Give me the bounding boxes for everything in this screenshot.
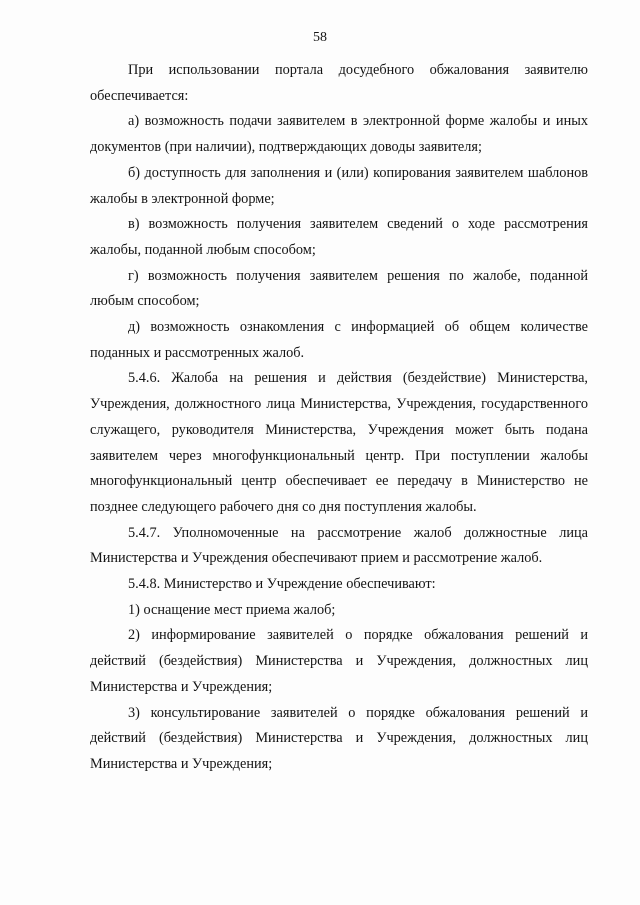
paragraph-item-3: 3) консультирование заявителей о порядке обжалования решений и действий (бездействия) Министерства и Учреждения, должностных лиц Министерства и Учреждения; xyxy=(90,704,588,772)
paragraph-5-4-7: 5.4.7. Уполномоченные на рассмотрение жалоб должностные лица Министерства и Учреждения обеспечивают прием и рассмотрение жалоб. xyxy=(90,524,588,567)
paragraph-item-a: а) возможность подачи заявителем в электронной форме жалобы и иных документов (при наличии), подтверждающих доводы заявителя; xyxy=(90,113,588,156)
paragraph-item-g: г) возможность получения заявителем решения по жалобе, поданной любым способом; xyxy=(90,267,588,310)
paragraph-5-4-8: 5.4.8. Министерство и Учреждение обеспечивают: xyxy=(128,576,436,593)
paragraph-intro: При использовании портала досудебного обжалования заявителю обеспечивается: xyxy=(90,62,588,104)
paragraph-item-d: д) возможность ознакомления с информацией об общем количестве поданных и рассмотренных жалоб. xyxy=(90,319,588,361)
document-body xyxy=(90,58,588,778)
page-number: 58 xyxy=(313,30,327,45)
paragraph-item-1: 1) оснащение мест приема жалоб; xyxy=(128,601,336,618)
paragraph-item-b: б) доступность для заполнения и (или) копирования заявителем шаблонов жалобы в электронной форме; xyxy=(90,164,588,207)
paragraph-item-v: в) возможность получения заявителем сведений о ходе рассмотрения жалобы, поданной любым способом; xyxy=(90,216,588,258)
paragraph-item-2: 2) информирование заявителей о порядке обжалования решений и действий (бездействия) Министерства и Учреждения, должностных лиц Министерства и Учреждения; xyxy=(90,627,588,695)
paragraph-5-4-6: 5.4.6. Жалоба на решения и действия (бездействие) Министерства, Учреждения, должностного лица Министерства, Учреждения, государственного служащего, руководителя Министерства, Учреждения может быть подана заявителем через многофункциональный центр. При поступлении жалобы многофункциональный центр обеспечивает ее передачу в Министерство не позднее следующего рабочего дня со дня поступления жалобы. xyxy=(90,370,588,515)
